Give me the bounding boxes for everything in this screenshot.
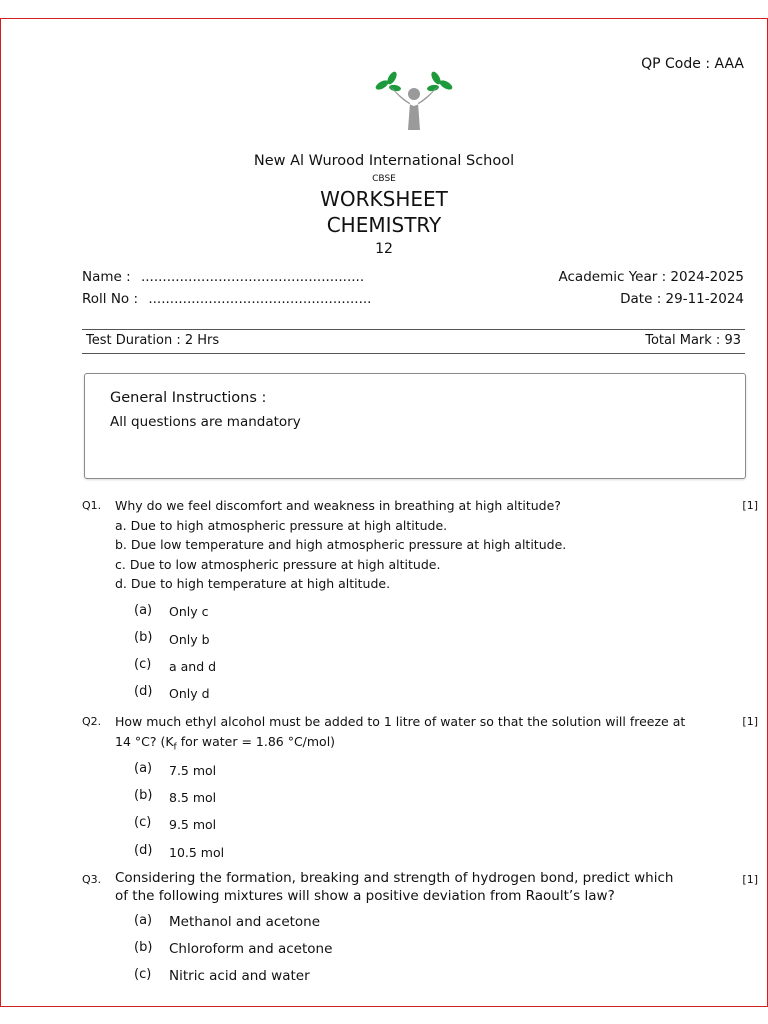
option-letter: (d): [134, 684, 153, 699]
option-letter: (c): [134, 967, 152, 982]
option-text: 9.5 mol: [169, 817, 217, 832]
option-letter: (d): [134, 843, 153, 858]
divider-top: [82, 329, 745, 330]
qp-code: QP Code : AAA: [641, 56, 744, 72]
option-text: Only b: [169, 632, 210, 647]
option-letter: (b): [134, 788, 153, 803]
question-line: of the following mixtures will show a positive deviation from Raoult’s law?: [115, 888, 615, 904]
roll-label: Roll No :: [82, 291, 139, 307]
option-text: 8.5 mol: [169, 790, 217, 805]
question-number: Q2.: [82, 715, 102, 728]
option-letter: (b): [134, 630, 153, 645]
option-letter: (a): [134, 913, 153, 928]
option-letter: (c): [134, 815, 152, 830]
question-line: d. Due to high temperature at high altitude.: [115, 576, 391, 591]
school-logo: [372, 68, 456, 134]
question-text: [115, 496, 705, 594]
question-line-part: for water = 1.86 °C/mol): [176, 733, 336, 749]
question-line: a. Due to high atmospheric pressure at high altitude.: [115, 517, 448, 533]
question-line: Considering the formation, breaking and strength of hydrogen bond, predict which: [115, 870, 674, 886]
exam-date: Date : 29-11-2024: [620, 291, 744, 307]
name-field: [82, 269, 364, 285]
option-text: Only d: [169, 686, 210, 701]
school-name: New Al Wurood International School: [253, 153, 515, 169]
question-line: b. Due low temperature and high atmospheric pressure at high altitude.: [115, 537, 567, 552]
instructions-title: General Instructions :: [110, 390, 267, 406]
question-number: Q3.: [82, 873, 102, 886]
question-text: [115, 712, 715, 758]
option-letter: (b): [134, 940, 153, 955]
question-number: Q1.: [82, 499, 102, 512]
option-letter: (a): [134, 761, 153, 776]
academic-year: Academic Year : 2024-2025: [558, 269, 744, 285]
instructions-text: All questions are mandatory: [110, 414, 301, 430]
question-mark: [1]: [742, 715, 758, 728]
option-text: 7.5 mol: [169, 763, 217, 778]
roll-field: [82, 291, 371, 307]
question-line-part: 14 °C? (K: [115, 733, 174, 749]
question-line: Why do we feel discomfort and weakness in breathing at high altitude?: [115, 498, 561, 513]
name-dots: ....................................................: [140, 269, 365, 285]
total-mark: Total Mark : 93: [645, 333, 741, 348]
question-line: c. Due to low atmospheric pressure at high altitude.: [115, 556, 441, 572]
question-mark: [1]: [742, 873, 758, 886]
roll-dots: ....................................................: [148, 291, 372, 307]
option-text: Nitric acid and water: [169, 968, 310, 984]
name-label: Name :: [82, 269, 131, 285]
question-line: [115, 732, 715, 758]
grade-label: 12: [375, 241, 393, 257]
option-text: 10.5 mol: [169, 845, 225, 860]
subscript: f: [173, 742, 177, 752]
option-text: Methanol and acetone: [169, 914, 321, 930]
option-letter: (c): [134, 657, 152, 672]
option-text: Only c: [169, 604, 209, 619]
board-label: CBSE: [372, 174, 396, 184]
question-mark: [1]: [742, 499, 758, 512]
divider-bottom: [82, 353, 745, 354]
option-text: Chloroform and acetone: [169, 941, 333, 957]
question-text: [115, 869, 715, 905]
test-duration: Test Duration : 2 Hrs: [86, 333, 220, 348]
option-text: a and d: [169, 659, 217, 674]
worksheet-title: WORKSHEET: [320, 187, 448, 211]
subject-title: CHEMISTRY: [326, 213, 442, 237]
option-letter: (a): [134, 603, 153, 618]
question-line: How much ethyl alcohol must be added to 1 litre of water so that the solution will freeze at: [115, 714, 686, 729]
